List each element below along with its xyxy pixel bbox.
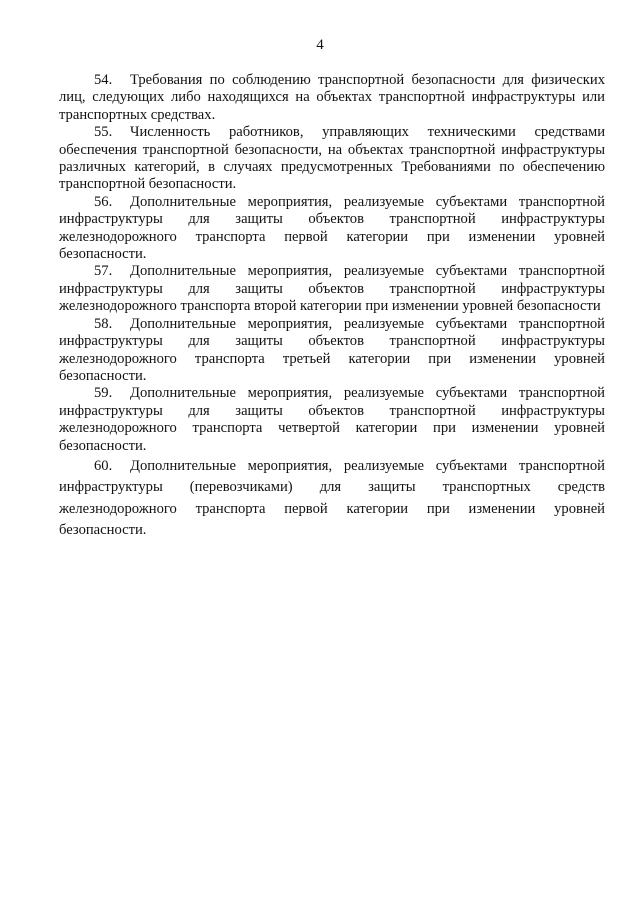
paragraph-59 bbox=[59, 385, 605, 455]
paragraph-text: Дополнительные мероприятия, реализуемые субъектами транспортной инфраструктуры (перевозчиками) для защиты транспортных средств железнодорожного транспорта первой категории при изменении уровней безопасности. bbox=[59, 457, 605, 539]
paragraph-text: Численность работников, управляющих техническими средствами обеспечения транспортной безопасности, на объектах транспортной инфраструктуры различных категорий, в случаях предусмотренных Требованиями по обеспечению транспортной безопасности. bbox=[59, 124, 605, 193]
paragraph-text: Дополнительные мероприятия, реализуемые субъектами транспортной инфраструктуры для защиты объектов транспортной инфраструктуры железнодорожного транспорта четвертой категории при изменении уровней безопасности. bbox=[59, 385, 605, 454]
page-number: 4 bbox=[316, 37, 324, 53]
paragraph-60 bbox=[59, 456, 605, 542]
paragraph-number: 58. bbox=[94, 315, 113, 332]
paragraph-56 bbox=[59, 194, 605, 264]
paragraph-text: Требования по соблюдению транспортной безопасности для физических лиц, следующих либо находящихся на объектах транспортной инфраструктуры или транспортных средствах. bbox=[59, 72, 605, 123]
document-body bbox=[59, 72, 605, 542]
paragraph-number: 54. bbox=[94, 72, 113, 88]
paragraph-54 bbox=[59, 72, 605, 124]
paragraph-number: 55. bbox=[94, 124, 113, 141]
paragraph-57 bbox=[59, 263, 605, 315]
paragraph-text: Дополнительные мероприятия, реализуемые субъектами транспортной инфраструктуры для защиты объектов транспортной инфраструктуры железнодорожного транспорта второй категории при изменении уровней безопасности bbox=[59, 263, 605, 315]
paragraph-text: Дополнительные мероприятия, реализуемые субъектами транспортной инфраструктуры для защиты объектов транспортной инфраструктуры железнодорожного транспорта третьей категории при изменении уровней безопасности. bbox=[59, 315, 605, 384]
paragraph-number: 59. bbox=[94, 385, 113, 402]
paragraph-55 bbox=[59, 124, 605, 194]
paragraph-number: 57. bbox=[94, 263, 113, 280]
paragraph-text: Дополнительные мероприятия, реализуемые субъектами транспортной инфраструктуры для защиты объектов транспортной инфраструктуры железнодорожного транспорта первой категории при изменении уровней безопасности. bbox=[59, 193, 605, 263]
paragraph-58 bbox=[59, 316, 605, 386]
paragraph-number: 56. bbox=[94, 193, 113, 210]
paragraph-number: 60. bbox=[94, 457, 113, 474]
